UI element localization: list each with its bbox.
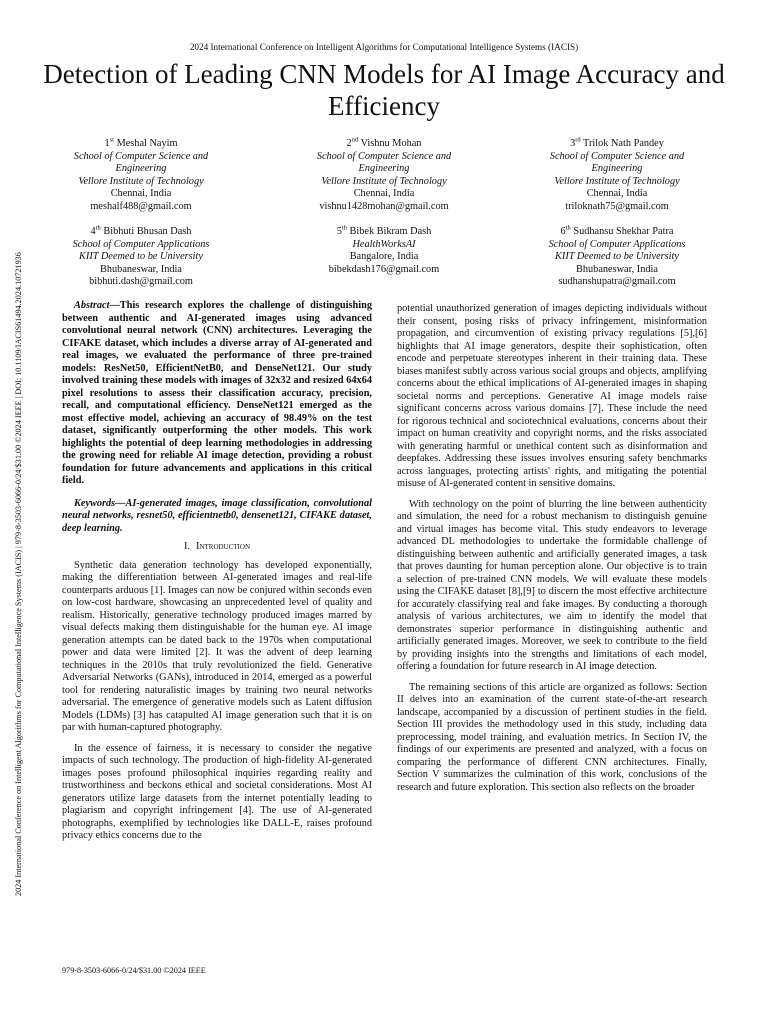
author-email: bibekdash176@gmail.com <box>328 263 440 275</box>
body-paragraph: Synthetic data generation technology has developed exponentially, making the differentiation between AI-generated images and real-life counterparts arduous [1]. Images can now be conjured within seconds even on low-cost hardware, showcasing an unprecedented level of quality and realism. Historically, generative technology produced images marred by visual defects making them distinguishable for the human eye. AI image generation attempts can be dated back to the 1970s when computational power and data were limited [2]. It was the advent of deep learning techniques in the 2010s that truly revolutionized the field. Generative Adversarial Networks (GANs), introduced in 2014, emerged as a powerful tool for rendering naturalistic images by training two neural networks adversarial. The emergence of generative models such as Latent diffusion Models (LDMs) [3] has catapulted AI image generation such that it is on par with human-captured photography. <box>62 559 372 733</box>
author-block-4 <box>36 226 246 289</box>
author-affiliation: School of Computer Science and <box>73 150 209 162</box>
keywords-text: AI-generated images, image classification, convolutional neural networks, resnet50, efficientnetb0, densenet121, CIFAKE dataset, deep learning. <box>62 497 372 534</box>
body-paragraph: The remaining sections of this article are organized as follows: Section II delves into an examination of the current state-of-the-art research landscape, accompanied by a discussion of pertinent studies in the field. Section III provides the methodology used in this study, including data preprocessing, model training, and evaluation metrics. In Section IV, the findings of our experiments are presented and analyzed, with a focus on comparing the performance of different CNN architectures. Finally, Section V summarizes the culmination of this work, conclusions of the research and future exploration. This section also reflects on the broader <box>397 681 707 793</box>
author-affiliation: School of Computer Applications <box>72 238 210 250</box>
author-city: Bhubaneswar, India <box>576 263 658 275</box>
author-city: Bhubaneswar, India <box>100 263 182 275</box>
author-affiliation: School of Computer Science and <box>316 150 452 162</box>
author-name: 5th Bibek Bikram Dash <box>336 224 432 237</box>
conference-header: 2024 International Conference on Intelligent Algorithms for Computational Intelligence Systems (IACIS) <box>189 42 579 52</box>
author-name: 4th Bibhuti Bhusan Dash <box>90 224 192 237</box>
author-block-3 <box>512 138 722 214</box>
author-name: 3rd Trilok Nath Pandey <box>570 136 664 149</box>
author-affiliation: Vellore Institute of Technology <box>321 175 447 187</box>
author-affiliation: KIIT Deemed to be University <box>555 251 679 263</box>
author-city: Chennai, India <box>586 188 648 200</box>
author-email: bibhuti.dash@gmail.com <box>89 276 193 288</box>
left-column <box>62 300 372 851</box>
abstract-label: Abstract <box>74 300 110 311</box>
author-affiliation: Engineering <box>358 163 410 175</box>
section-heading-introduction: I. Introduction <box>184 541 250 552</box>
body-paragraph: With technology on the point of blurring the line between authenticity and simulation, the need for a robust mechanism to distinguish genuine and virtual images has become vital. This study endeavors to leverage advanced DL methodologies to undertake the formidable challenge of distinguishing between authentic and artificially generated images, a task that proves daunting for human perception alone. Our objective is to train a selection of pre-trained CNN models. We will evaluate these models using the CIFAKE dataset [8],[9] to discern the most effective architecture for accurately classifying real and fake images. By conducting a thorough analysis of various architectures, we aim to identify the model that demonstrates superior performance in distinguishing authentic and artificially generated images. Moreover, we seek to contribute to the field by providing insights into the strengths and limitations of each model, offering a foundation for future research in AI image detection. <box>397 498 707 672</box>
author-affiliation: Engineering <box>591 163 643 175</box>
author-affiliation: HealthWorksAI <box>352 238 416 250</box>
author-affiliation: Vellore Institute of Technology <box>554 175 680 187</box>
author-block-1 <box>36 138 246 214</box>
author-name: 1st Meshal Nayim <box>104 136 178 149</box>
abstract: Abstract—This research explores the challenge of distinguishing between authentic and AI-generated images using advanced convolutional neural network (CNN) architectures. Leveraging the CIFAKE dataset, which includes a diverse array of AI-generated and real images, we evaluated the performance of three pre-trained models: ResNet50, EfficientNetB0, and DenseNet121. Our study involved training these models with images of 32x32 and resized 64x64 pixel resolutions to assess their classification accuracy, precision, recall, and computational efficiency. DenseNet121 emerged as the most effective model, achieving an accuracy of 98.49% on the test dataset, significantly outperforming the other models. This work highlights the potential of deep learning methodologies in addressing the growing need for reliable AI image detection, providing a robust foundation for future advancements and applications in this critical field. <box>62 300 372 486</box>
author-affiliation: School of Computer Science and <box>549 150 685 162</box>
right-column <box>397 303 707 802</box>
author-block-6 <box>512 226 722 289</box>
author-city: Bangalore, India <box>349 251 419 263</box>
author-block-5 <box>279 226 489 276</box>
author-affiliation: KIIT Deemed to be University <box>79 251 203 263</box>
body-paragraph: In the essence of fairness, it is necessary to consider the negative impacts of such technology. The production of high-fidelity AI-generated images poses profound philosophical inquiries regarding reality and trustworthiness and beckons ethical and societal considerations. Most AI generators utilize large datasets from the internet potentially leading to plagiarism and copyright infringement [4]. The use of AI-generated photographs, exemplified by technologies like DALL-E, raises profound privacy ethics concerns due to the <box>62 742 372 841</box>
paper-title: Detection of Leading CNN Models for AI Image Accuracy and Efficiency <box>43 59 725 121</box>
author-name: 2nd Vishnu Mohan <box>346 136 422 149</box>
body-paragraph: potential unauthorized generation of images depicting individuals without their consent, posing risks of privacy infringement, misinformation propagation, and circumvention of existing privacy regulations [5],[6] highlights that AI image generators, despite their sophistication, often encode and perpetuate stereotypes inherent in their training data. These biases manifest subtly across various social groups and objects, amplifying concerns about the ethical implications of AI-generated images in shaping societal norms and perceptions. Generative AI image models raise significant concerns across various domains [7]. These include the need for rigorous technical and sociotechnical evaluations, concerns about their impact on human creativity and copyright norms, and the risks associated with generating harmful or unethical content such as disinformation and deepfakes. Addressing these issues involves ensuring safety benchmarks across languages, protecting artists' rights, and mitigating the potential misuse of AI-generated content in sensitive domains. <box>397 303 707 489</box>
author-affiliation: Vellore Institute of Technology <box>78 175 204 187</box>
author-name: 6th Sudhansu Shekhar Patra <box>560 224 674 237</box>
side-doi-strip: 2024 International Conference on Intelligent Algorithms for Computational Intelligence Systems (IACIS) | 979-8-3503-6066-0/24/$31.00 ©2024 IEEE | DOI: 10.1109/IACIS61494.2024.10721936 <box>14 252 23 896</box>
footer-copyright: 979-8-3503-6066-0/24/$31.00 ©2024 IEEE <box>62 966 206 975</box>
abstract-text: This research explores the challenge of distinguishing between authentic and AI-generated images using advanced convolutional neural network (CNN) architectures. Leveraging the CIFAKE dataset, which includes a diverse array of AI-generated and real images, we evaluated the performance of three pre-trained models: ResNet50, EfficientNetB0, and DenseNet121. Our study involved training these models with images of 32x32 and resized 64x64 pixel resolutions to assess their classification accuracy, precision, recall, and computational efficiency. DenseNet121 emerged as the most effective model, achieving an accuracy of 98.49% on the test dataset, significantly outperforming the other models. This work highlights the potential of deep learning methodologies in addressing the growing need for reliable AI image detection, providing a robust foundation for future advancements and applications in this critical field. <box>62 300 372 486</box>
author-email: triloknath75@gmail.com <box>565 200 669 212</box>
author-affiliation: Engineering <box>115 163 167 175</box>
author-email: meshalf488@gmail.com <box>90 200 192 212</box>
keywords: Keywords—AI-generated images, image classification, convolutional neural networks, resnet50, efficientnetb0, densenet121, CIFAKE dataset, deep learning. <box>62 497 372 534</box>
author-block-2 <box>279 138 489 214</box>
author-affiliation: School of Computer Applications <box>548 238 686 250</box>
author-city: Chennai, India <box>353 188 415 200</box>
author-city: Chennai, India <box>110 188 172 200</box>
author-email: vishnu1428mohan@gmail.com <box>319 200 449 212</box>
author-email: sudhanshupatra@gmail.com <box>558 276 676 288</box>
keywords-label: Keywords <box>74 497 116 509</box>
